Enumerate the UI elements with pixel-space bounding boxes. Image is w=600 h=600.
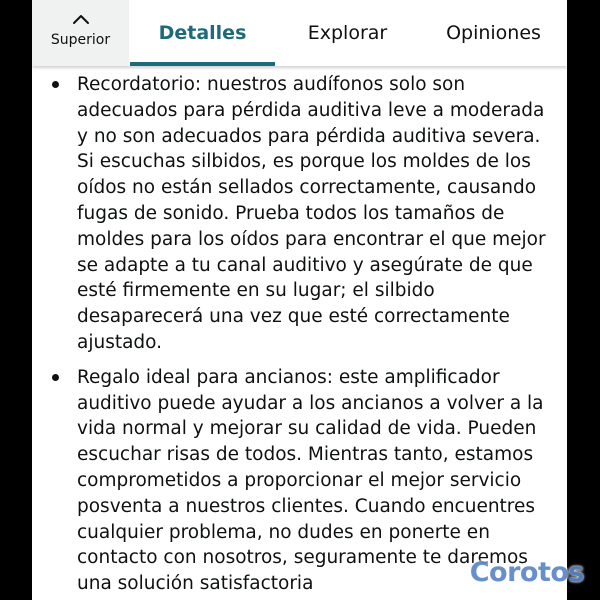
- app-frame: [32, 0, 567, 600]
- tab-bar: [32, 0, 567, 66]
- product-details-list: [32, 66, 567, 597]
- bullet-icon: [52, 81, 59, 88]
- bullet-icon: [52, 374, 59, 381]
- tab-explorar[interactable]: Explorar: [307, 22, 388, 44]
- scroll-to-top-button[interactable]: [32, 0, 129, 66]
- scroll-to-top-label: Superior: [50, 32, 111, 48]
- chevron-up-icon: [72, 13, 90, 25]
- bullet-text: Regalo ideal para ancianos: este amplificador auditivo puede ayudar a los ancianos a volver a la vida normal y mejorar su calidad de vida. Pueden escuchar risas de todos. Mientras tanto, estamos comprometidos a proporcionar el mejor servicio posventa a nuestros clientes. Cuando encuentres cualquier problema, no dudes en ponerte en contacto con nosotros, seguramente te daremos una solución satisfactoria: [77, 366, 544, 595]
- active-tab-indicator: [130, 62, 275, 66]
- bullet-text: Recordatorio: nuestros audífonos solo son adecuados para pérdida auditiva leve a moderada y no son adecuados para pérdida auditiva severa. Si escuchas silbidos, es porque los moldes de los oídos no están sellados correctamente, causando fugas de sonido. Prueba todos los tamaños de moldes para los oídos para encontrar el que mejor se adapte a tu canal auditivo y asegúrate de que esté firmemente en su lugar; el silbido desaparecerá una vez que esté correctamente ajustado.: [77, 74, 546, 353]
- tab-opiniones[interactable]: Opiniones: [446, 22, 541, 44]
- list-item: [32, 72, 567, 356]
- watermark-logo: Corotos: [469, 557, 584, 588]
- tab-detalles[interactable]: Detalles: [158, 22, 247, 44]
